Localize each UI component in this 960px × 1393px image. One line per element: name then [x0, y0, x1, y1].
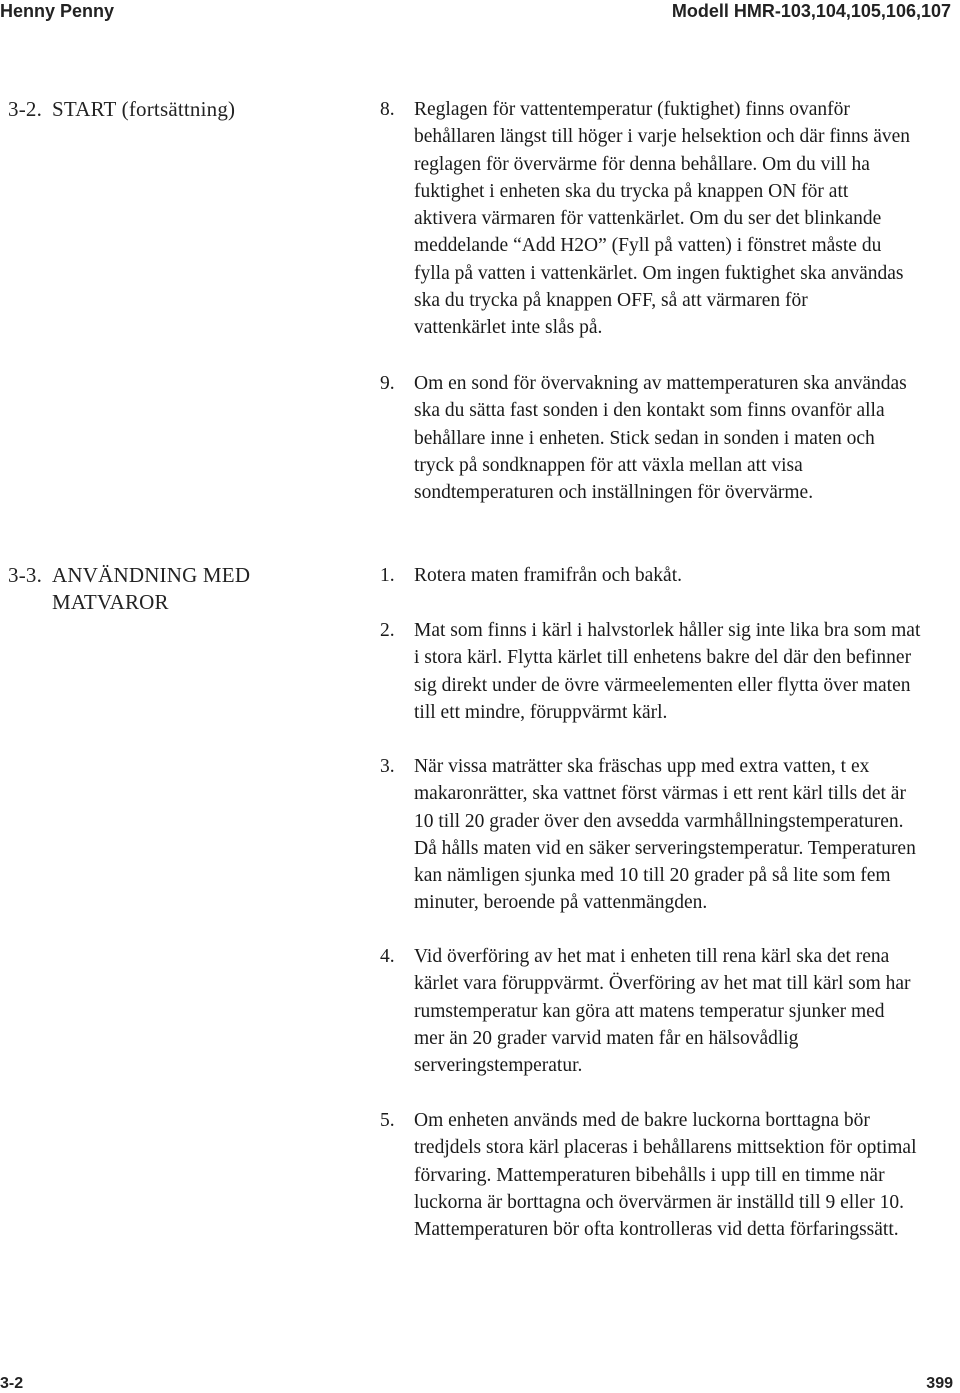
text-line: luckorna är borttagna och övervärmen är inställd till 9 eller 10.: [414, 1191, 905, 1213]
item-text: [414, 617, 958, 726]
text-line: i stora kärl. Flytta kärlet till enhetens bakre del där den befinner: [414, 647, 912, 669]
text-line: förvaring. Mattemperaturen bibehålls i upp till en timme när: [414, 1164, 885, 1186]
text-line: sondtemperaturen och inställningen för övervärme.: [414, 482, 814, 504]
section-heading-food-handling: [8, 562, 250, 616]
text-line: behållaren längst till höger i varje helsektion och där finns även: [414, 126, 911, 148]
header-brand: Henny Penny: [0, 1, 115, 21]
section-number: 3-3.: [8, 563, 43, 587]
text-line: makaronrätter, ska vattnet först värmas i ett rent kärl tills det är: [414, 783, 906, 805]
section-heading-start: [8, 96, 235, 123]
text-line: Då hålls maten vid en säker serveringstemperatur. Temperaturen: [414, 837, 916, 859]
text-line: meddelande “Add H2O” (Fyll på vatten) i fönstret måste du: [414, 235, 882, 257]
section-number: 3-2.: [8, 97, 43, 121]
text-line: Mattemperaturen bör ofta kontrolleras vid detta förfaringssätt.: [414, 1219, 899, 1241]
list-item-3: [380, 753, 958, 917]
item-text: [414, 370, 958, 506]
item-text: [414, 96, 958, 342]
footer-section-page: 3-2: [0, 1375, 24, 1392]
item-number: 8.: [380, 99, 395, 120]
item-number: 2.: [380, 620, 395, 641]
text-line: ska du trycka på knappen OFF, så att värmaren för: [414, 290, 808, 312]
text-line: serveringstemperatur.: [414, 1055, 583, 1077]
section-title-line: ANVÄNDNING MED: [52, 563, 251, 587]
text-line: tryck på sondknappen för att växla mellan att visa: [414, 454, 803, 476]
list-item-1: [380, 562, 958, 589]
item-number: 3.: [380, 756, 395, 777]
item-text: [414, 753, 958, 917]
text-line: sig direkt under de övre värmeelementen eller flytta över maten: [414, 674, 911, 696]
item-text: [414, 943, 958, 1079]
section-title-line: MATVAROR: [52, 590, 169, 614]
text-line: Mat som finns i kärl i halvstorlek håller sig inte lika bra som mat: [414, 620, 921, 641]
list-item-8: [380, 96, 958, 342]
text-line: minuter, beroende på vattenmängden.: [414, 892, 708, 914]
footer-page-number: 399: [926, 1375, 953, 1392]
text-line: kan nämligen sjunka med 10 till 20 grader på så lite som fem: [414, 865, 891, 887]
text-line: reglagen för övervärme för denna behållare. Om du vill ha: [414, 153, 870, 175]
text-line: ska du sätta fast sonden i den kontakt som finns ovanför alla: [414, 400, 885, 422]
header-model: Modell HMR-103,104,105,106,107: [671, 1, 951, 21]
section-title: START (fortsättning): [52, 97, 236, 121]
text-line: 10 till 20 grader över den avsedda varmhållningstemperaturen.: [414, 810, 904, 832]
text-line: tredjdels stora kärl placeras i behållarens mittsektion för optimal: [414, 1137, 917, 1159]
text-line: behållare inne i enheten. Stick sedan in sonden i maten och: [414, 427, 875, 449]
text-line: Reglagen för vattentemperatur (fuktighet) finns ovanför: [414, 99, 850, 120]
text-line: mer än 20 grader varvid maten får en hälsovådlig: [414, 1027, 799, 1049]
list-item-2: [380, 617, 958, 726]
text-line: rumstemperatur kan göra att matens temperatur sjunker med: [414, 1000, 885, 1022]
list-item-9: [380, 370, 958, 506]
text-line: fylla på vatten i vattenkärlet. Om ingen fuktighet ska användas: [414, 262, 904, 284]
text-line: Om en sond för övervakning av mattemperaturen ska användas: [414, 373, 907, 394]
item-number: 5.: [380, 1110, 395, 1131]
item-number: 9.: [380, 373, 395, 394]
text-line: Vid överföring av het mat i enheten till rena kärl ska det rena: [414, 946, 890, 967]
text-line: aktivera värmaren för vattenkärlet. Om du ser det blinkande: [414, 208, 882, 230]
list-item-4: [380, 943, 958, 1079]
text-line: Rotera maten framifrån och bakåt.: [414, 565, 683, 586]
text-line: till ett mindre, föruppvärmt kärl.: [414, 701, 668, 723]
text-line: fuktighet i enheten ska du trycka på knappen ON för att: [414, 180, 849, 202]
text-line: När vissa maträtter ska fräschas upp med extra vatten, t ex: [414, 756, 870, 777]
text-line: Om enheten används med de bakre luckorna borttagna bör: [414, 1110, 870, 1131]
item-number: 1.: [380, 565, 395, 586]
item-number: 4.: [380, 946, 395, 967]
item-text: [414, 562, 958, 589]
list-item-5: [380, 1107, 958, 1243]
text-line: vattenkärlet inte slås på.: [414, 317, 603, 339]
item-text: [414, 1107, 958, 1243]
text-line: kärlet vara föruppvärmt. Överföring av het mat till kärl som har: [414, 973, 911, 995]
